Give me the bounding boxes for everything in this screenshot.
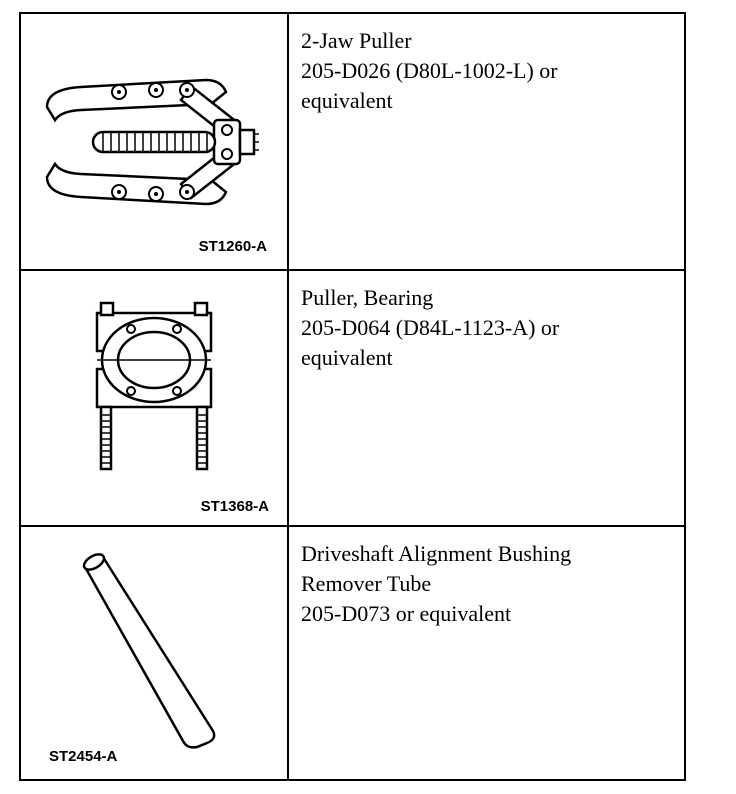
figure-code: ST2454-A <box>49 748 118 765</box>
illustration-cell <box>20 270 288 526</box>
description-cell <box>288 270 685 526</box>
tool-description <box>289 271 684 373</box>
tool-name: 2-Jaw Puller <box>301 28 412 53</box>
two-jaw-puller-icon <box>21 14 287 271</box>
tool-name: Puller, Bearing <box>301 285 434 310</box>
remover-tube-icon <box>21 527 287 781</box>
tool-note: equivalent <box>301 345 393 370</box>
tool-description <box>289 527 684 629</box>
tool-name: Driveshaft Alignment Bushing <box>301 541 572 566</box>
tool-part-number: 205-D073 or equivalent <box>301 601 512 626</box>
figure-code: ST1368-A <box>200 498 269 515</box>
tool-part-number: 205-D064 (D84L-1123-A) or <box>301 315 560 340</box>
tool-description <box>289 14 684 116</box>
bearing-puller-icon <box>21 271 287 527</box>
tool-note: equivalent <box>301 88 393 113</box>
tool-part-number: 205-D026 (D80L-1002-L) or <box>301 58 558 83</box>
table-row <box>20 526 685 780</box>
special-tools-table <box>19 12 686 781</box>
table-row <box>20 13 685 270</box>
description-cell <box>288 13 685 270</box>
tool-name-continued: Remover Tube <box>301 571 432 596</box>
description-cell <box>288 526 685 780</box>
illustration-cell <box>20 526 288 780</box>
table-row <box>20 270 685 526</box>
figure-code: ST1260-A <box>198 238 267 255</box>
illustration-cell <box>20 13 288 270</box>
